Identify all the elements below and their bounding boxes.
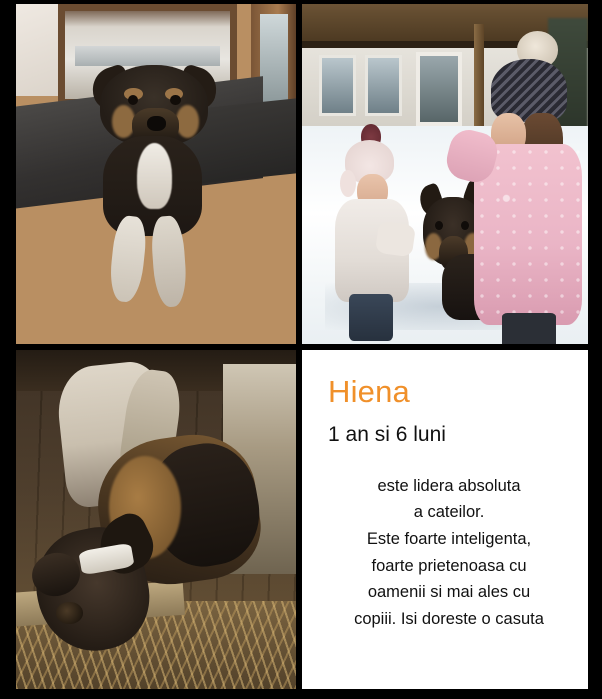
child-arm bbox=[375, 220, 416, 256]
pet-info-card bbox=[302, 350, 588, 689]
child-ear-flap bbox=[340, 170, 356, 198]
pet-name: Hiena bbox=[328, 374, 410, 409]
pet-description bbox=[328, 473, 570, 633]
child-legs bbox=[502, 313, 556, 344]
dog-on-back bbox=[27, 370, 268, 675]
dog-chest-blaze bbox=[137, 143, 172, 208]
description-line: oamenii si mai ales cu bbox=[367, 583, 531, 602]
photo-dog-shelter bbox=[16, 350, 296, 689]
dog-nose bbox=[147, 116, 166, 131]
dog-eye-left bbox=[435, 221, 443, 230]
house-window-right bbox=[365, 55, 402, 116]
pet-age: 1 an si 6 luni bbox=[328, 422, 446, 446]
child-legs bbox=[349, 294, 392, 341]
description-line: copiii. Isi doreste o casuta bbox=[354, 610, 544, 629]
dog-eye-right bbox=[461, 221, 469, 230]
description-line: este lidera absoluta bbox=[377, 476, 521, 495]
description-line: a cateilor. bbox=[413, 503, 485, 522]
house-door bbox=[416, 52, 462, 127]
dog-figure bbox=[89, 65, 235, 317]
child-small bbox=[333, 140, 413, 337]
description-line: foarte prietenoasa cu bbox=[371, 556, 527, 575]
dog-eye bbox=[56, 602, 82, 623]
dog-eye-right bbox=[170, 95, 180, 105]
child-big bbox=[474, 31, 583, 344]
photo-dog-indoor bbox=[16, 4, 296, 344]
photo-kids-snow bbox=[302, 4, 588, 344]
description-line: Este foarte inteligenta, bbox=[366, 529, 532, 548]
house-window-left bbox=[319, 55, 356, 116]
